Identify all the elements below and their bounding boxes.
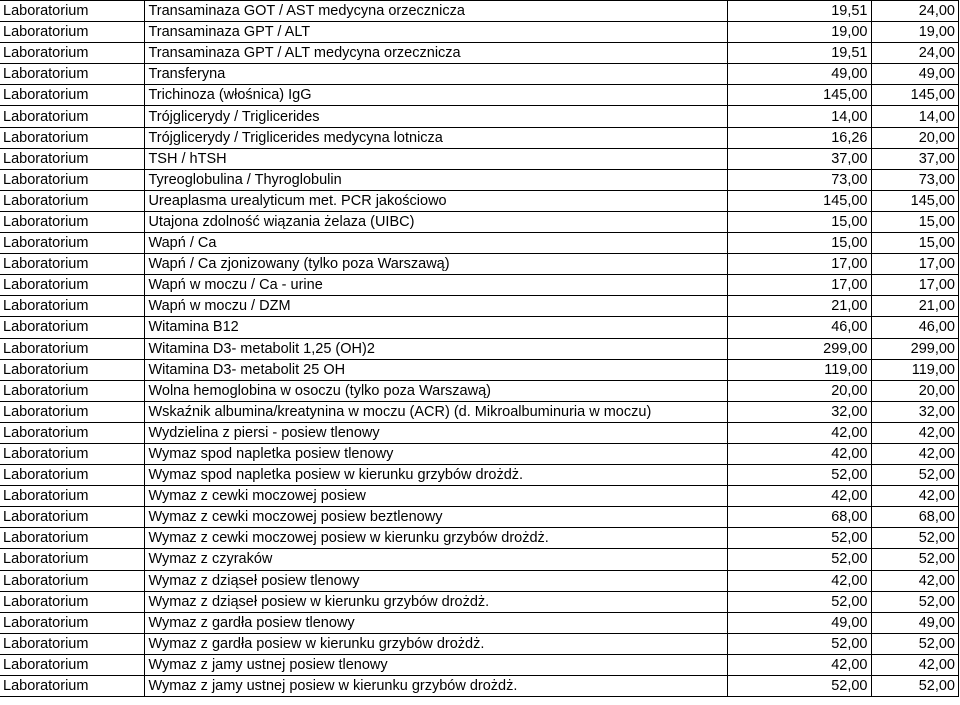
test-name-cell: Wymaz z gardła posiew w kierunku grzybów drożdż. <box>145 633 727 654</box>
price-cell: 19,00 <box>871 22 959 43</box>
price-cell: 52,00 <box>727 633 871 654</box>
price-cell: 52,00 <box>871 528 959 549</box>
price-cell: 299,00 <box>727 338 871 359</box>
price-cell: 52,00 <box>871 465 959 486</box>
price-cell: 49,00 <box>871 612 959 633</box>
category-cell: Laboratorium <box>0 591 145 612</box>
category-cell: Laboratorium <box>0 486 145 507</box>
table-row <box>0 507 959 528</box>
category-cell: Laboratorium <box>0 528 145 549</box>
price-cell: 46,00 <box>871 317 959 338</box>
category-cell: Laboratorium <box>0 654 145 675</box>
test-name-cell: Witamina D3- metabolit 1,25 (OH)2 <box>145 338 727 359</box>
table-row <box>0 296 959 317</box>
table-row <box>0 43 959 64</box>
test-name-cell: Wymaz z cewki moczowej posiew w kierunku grzybów drożdż. <box>145 528 727 549</box>
price-cell: 52,00 <box>871 676 959 697</box>
table-row <box>0 359 959 380</box>
table-row <box>0 401 959 422</box>
test-name-cell: Wydzielina z piersi - posiew tlenowy <box>145 422 727 443</box>
test-name-cell: Trichinoza (włośnica) IgG <box>145 85 727 106</box>
category-cell: Laboratorium <box>0 422 145 443</box>
price-cell: 49,00 <box>871 64 959 85</box>
price-cell: 14,00 <box>871 106 959 127</box>
price-cell: 145,00 <box>871 190 959 211</box>
category-cell: Laboratorium <box>0 633 145 654</box>
category-cell: Laboratorium <box>0 612 145 633</box>
category-cell: Laboratorium <box>0 148 145 169</box>
test-name-cell: Transaminaza GPT / ALT medycyna orzecznicza <box>145 43 727 64</box>
table-row <box>0 190 959 211</box>
category-cell: Laboratorium <box>0 507 145 528</box>
price-cell: 52,00 <box>727 528 871 549</box>
category-cell: Laboratorium <box>0 338 145 359</box>
price-cell: 42,00 <box>871 570 959 591</box>
price-cell: 42,00 <box>871 486 959 507</box>
category-cell: Laboratorium <box>0 359 145 380</box>
price-cell: 68,00 <box>871 507 959 528</box>
test-name-cell: Wymaz z cewki moczowej posiew beztlenowy <box>145 507 727 528</box>
category-cell: Laboratorium <box>0 676 145 697</box>
price-cell: 119,00 <box>727 359 871 380</box>
table-row <box>0 528 959 549</box>
test-name-cell: Transaminaza GOT / AST medycyna orzecznicza <box>145 1 727 22</box>
table-row <box>0 85 959 106</box>
price-cell: 42,00 <box>727 443 871 464</box>
price-cell: 37,00 <box>727 148 871 169</box>
category-cell: Laboratorium <box>0 443 145 464</box>
table-row <box>0 233 959 254</box>
price-cell: 19,00 <box>727 22 871 43</box>
table-row <box>0 570 959 591</box>
table-row <box>0 127 959 148</box>
test-name-cell: Trójglicerydy / Triglicerides medycyna lotnicza <box>145 127 727 148</box>
price-cell: 42,00 <box>871 654 959 675</box>
price-cell: 15,00 <box>727 211 871 232</box>
test-name-cell: Wymaz z czyraków <box>145 549 727 570</box>
table-row <box>0 465 959 486</box>
price-cell: 20,00 <box>871 380 959 401</box>
price-cell: 17,00 <box>727 275 871 296</box>
category-cell: Laboratorium <box>0 1 145 22</box>
price-cell: 299,00 <box>871 338 959 359</box>
price-cell: 17,00 <box>871 254 959 275</box>
price-cell: 19,51 <box>727 43 871 64</box>
table-row <box>0 338 959 359</box>
category-cell: Laboratorium <box>0 106 145 127</box>
table-row <box>0 148 959 169</box>
price-cell: 42,00 <box>871 422 959 443</box>
test-name-cell: Wymaz z cewki moczowej posiew <box>145 486 727 507</box>
price-cell: 42,00 <box>727 654 871 675</box>
price-cell: 37,00 <box>871 148 959 169</box>
price-cell: 145,00 <box>727 85 871 106</box>
price-cell: 16,26 <box>727 127 871 148</box>
table-row <box>0 486 959 507</box>
category-cell: Laboratorium <box>0 22 145 43</box>
test-name-cell: TSH / hTSH <box>145 148 727 169</box>
price-cell: 119,00 <box>871 359 959 380</box>
test-name-cell: Wapń / Ca <box>145 233 727 254</box>
table-row <box>0 317 959 338</box>
price-cell: 20,00 <box>871 127 959 148</box>
table-row <box>0 211 959 232</box>
test-name-cell: Wapń / Ca zjonizowany (tylko poza Warszawą) <box>145 254 727 275</box>
price-cell: 15,00 <box>727 233 871 254</box>
category-cell: Laboratorium <box>0 43 145 64</box>
category-cell: Laboratorium <box>0 296 145 317</box>
table-row <box>0 591 959 612</box>
table-row <box>0 612 959 633</box>
price-cell: 46,00 <box>727 317 871 338</box>
price-cell: 73,00 <box>871 169 959 190</box>
category-cell: Laboratorium <box>0 64 145 85</box>
table-row <box>0 549 959 570</box>
price-cell: 21,00 <box>727 296 871 317</box>
price-cell: 42,00 <box>727 422 871 443</box>
category-cell: Laboratorium <box>0 401 145 422</box>
table-row <box>0 169 959 190</box>
test-name-cell: Witamina D3- metabolit 25 OH <box>145 359 727 380</box>
table-row <box>0 254 959 275</box>
price-cell: 24,00 <box>871 1 959 22</box>
category-cell: Laboratorium <box>0 85 145 106</box>
test-name-cell: Wymaz z gardła posiew tlenowy <box>145 612 727 633</box>
category-cell: Laboratorium <box>0 275 145 296</box>
category-cell: Laboratorium <box>0 317 145 338</box>
price-list-body <box>0 1 959 697</box>
price-cell: 20,00 <box>727 380 871 401</box>
test-name-cell: Utajona zdolność wiązania żelaza (UIBC) <box>145 211 727 232</box>
price-cell: 24,00 <box>871 43 959 64</box>
category-cell: Laboratorium <box>0 127 145 148</box>
test-name-cell: Transferyna <box>145 64 727 85</box>
category-cell: Laboratorium <box>0 465 145 486</box>
table-row <box>0 633 959 654</box>
price-cell: 73,00 <box>727 169 871 190</box>
table-row <box>0 676 959 697</box>
price-cell: 52,00 <box>727 549 871 570</box>
price-cell: 68,00 <box>727 507 871 528</box>
price-cell: 32,00 <box>727 401 871 422</box>
test-name-cell: Witamina B12 <box>145 317 727 338</box>
table-row <box>0 64 959 85</box>
test-name-cell: Wymaz z dziąseł posiew tlenowy <box>145 570 727 591</box>
price-cell: 14,00 <box>727 106 871 127</box>
category-cell: Laboratorium <box>0 190 145 211</box>
price-cell: 21,00 <box>871 296 959 317</box>
category-cell: Laboratorium <box>0 549 145 570</box>
table-row <box>0 1 959 22</box>
test-name-cell: Wapń w moczu / DZM <box>145 296 727 317</box>
price-cell: 49,00 <box>727 612 871 633</box>
test-name-cell: Wymaz spod napletka posiew w kierunku grzybów drożdż. <box>145 465 727 486</box>
test-name-cell: Wapń w moczu / Ca - urine <box>145 275 727 296</box>
price-cell: 42,00 <box>871 443 959 464</box>
table-row <box>0 380 959 401</box>
price-cell: 52,00 <box>727 676 871 697</box>
price-cell: 19,51 <box>727 1 871 22</box>
price-cell: 49,00 <box>727 64 871 85</box>
price-cell: 52,00 <box>727 465 871 486</box>
price-cell: 42,00 <box>727 486 871 507</box>
price-cell: 145,00 <box>727 190 871 211</box>
table-row <box>0 106 959 127</box>
price-cell: 52,00 <box>871 633 959 654</box>
price-cell: 52,00 <box>871 591 959 612</box>
price-cell: 15,00 <box>871 233 959 254</box>
test-name-cell: Transaminaza GPT / ALT <box>145 22 727 43</box>
test-name-cell: Wymaz z jamy ustnej posiew tlenowy <box>145 654 727 675</box>
table-row <box>0 422 959 443</box>
category-cell: Laboratorium <box>0 211 145 232</box>
table-row <box>0 654 959 675</box>
price-cell: 32,00 <box>871 401 959 422</box>
price-cell: 145,00 <box>871 85 959 106</box>
table-row <box>0 443 959 464</box>
price-cell: 52,00 <box>871 549 959 570</box>
test-name-cell: Tyreoglobulina / Thyroglobulin <box>145 169 727 190</box>
test-name-cell: Ureaplasma urealyticum met. PCR jakościowo <box>145 190 727 211</box>
test-name-cell: Wymaz spod napletka posiew tlenowy <box>145 443 727 464</box>
category-cell: Laboratorium <box>0 380 145 401</box>
category-cell: Laboratorium <box>0 169 145 190</box>
category-cell: Laboratorium <box>0 570 145 591</box>
test-name-cell: Wymaz z jamy ustnej posiew w kierunku grzybów drożdż. <box>145 676 727 697</box>
category-cell: Laboratorium <box>0 233 145 254</box>
table-row <box>0 275 959 296</box>
price-cell: 17,00 <box>871 275 959 296</box>
test-name-cell: Wolna hemoglobina w osoczu (tylko poza Warszawą) <box>145 380 727 401</box>
test-name-cell: Wymaz z dziąseł posiew w kierunku grzybów drożdż. <box>145 591 727 612</box>
price-cell: 17,00 <box>727 254 871 275</box>
price-cell: 42,00 <box>727 570 871 591</box>
test-name-cell: Trójglicerydy / Triglicerides <box>145 106 727 127</box>
table-row <box>0 22 959 43</box>
price-cell: 15,00 <box>871 211 959 232</box>
category-cell: Laboratorium <box>0 254 145 275</box>
price-cell: 52,00 <box>727 591 871 612</box>
test-name-cell: Wskaźnik albumina/kreatynina w moczu (ACR) (d. Mikroalbuminuria w moczu) <box>145 401 727 422</box>
